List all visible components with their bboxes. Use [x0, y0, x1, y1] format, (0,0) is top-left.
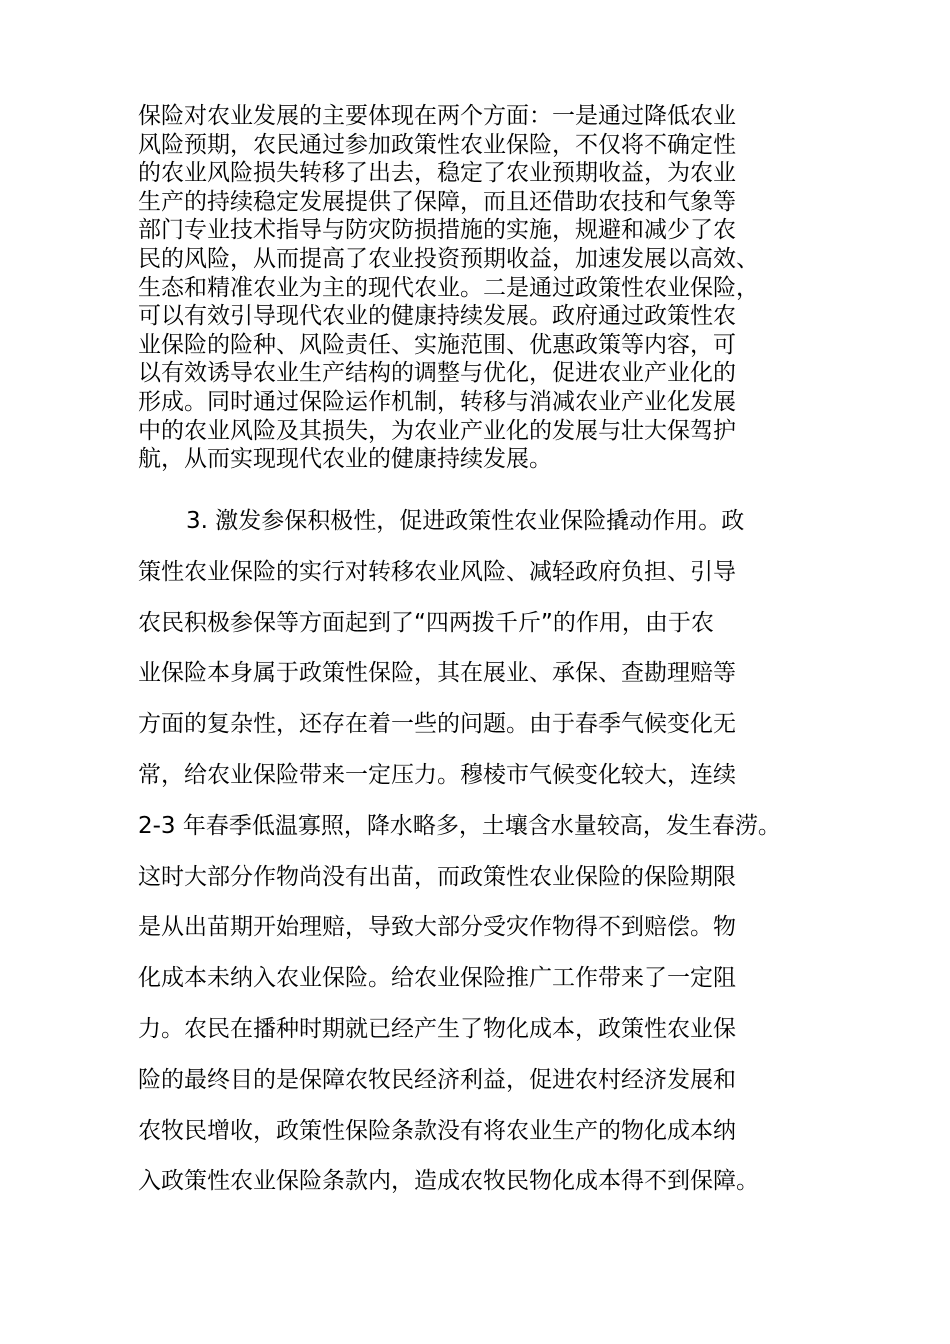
- paragraph-line: 农牧民增收，政策性保险条款没有将农业生产的物化成本纳: [138, 1117, 736, 1144]
- paragraph-line: 化成本未纳入农业保险。给农业保险推广工作带来了一定阻: [138, 965, 736, 992]
- paragraph-line: 以有效诱导农业生产结构的调整与优化，促进农业产业化的: [138, 360, 736, 387]
- paragraph-line: 部门专业技术指导与防灾防损措施的实施，规避和减少了农: [138, 217, 736, 244]
- paragraph-line: 可以有效引导现代农业的健康持续发展。政府通过政策性农: [138, 303, 736, 330]
- paragraph-line: 业保险本身属于政策性保险，其在展业、承保、查勘理赔等: [138, 660, 736, 687]
- paragraph-line: 这时大部分作物尚没有出苗，而政策性农业保险的保险期限: [138, 863, 736, 890]
- paragraph-line: 险的最终目的是保障农牧民经济利益，促进农村经济发展和: [138, 1066, 736, 1093]
- paragraph-line: 入政策性农业保险条款内，造成农牧民物化成本得不到保障。: [138, 1168, 759, 1195]
- paragraph-line: 生产的持续稳定发展提供了保障，而且还借助农技和气象等: [138, 188, 736, 215]
- paragraph-line: 策性农业保险的实行对转移农业风险、减轻政府负担、引导: [138, 558, 736, 585]
- paragraph-line: 农民积极参保等方面起到了“四两拨千斤”的作用，由于农: [138, 609, 714, 636]
- paragraph-line: 方面的复杂性，还存在着一些的问题。由于春季气候变化无: [138, 711, 736, 738]
- paragraph-line: 保险对农业发展的主要体现在两个方面：一是通过降低农业: [138, 103, 736, 129]
- paragraph-line: 常，给农业保险带来一定压力。穆棱市气候变化较大，连续: [138, 761, 736, 788]
- paragraph-line: 业保险的险种、风险责任、实施范围、优惠政策等内容，可: [138, 331, 736, 358]
- paragraph-line: 航，从而实现现代农业的健康持续发展。: [138, 446, 552, 473]
- paragraph-line: 是从出苗期开始理赔，导致大部分受灾作物得不到赔偿。物: [138, 914, 736, 941]
- paragraph-line: 民的风险，从而提高了农业投资预期收益，加速发展以高效、: [138, 245, 759, 272]
- paragraph-section-3: [138, 496, 781, 1207]
- paragraph-line: 的农业风险损失转移了出去，稳定了农业预期收益，为农业: [138, 160, 736, 187]
- paragraph-line: 生态和精准农业为主的现代农业。二是通过政策性农业保险，: [138, 274, 759, 301]
- paragraph-line: 形成。同时通过保险运作机制，转移与消减农业产业化发展: [138, 388, 736, 415]
- paragraph-line: 2-3 年春季低温寡照，降水略多，土壤含水量较高，发生春涝。: [138, 812, 781, 839]
- paragraph-line: 力。农民在播种时期就已经产生了物化成本，政策性农业保: [138, 1015, 736, 1042]
- section-heading-line: 3. 激发参保积极性，促进政策性农业保险撬动作用。政: [186, 508, 745, 534]
- paragraph-line: 中的农业风险及其损失，为农业产业化的发展与壮大保驾护: [138, 417, 736, 444]
- paragraph-agri-insurance-benefits: [138, 102, 759, 474]
- paragraph-line: 风险预期，农民通过参加政策性农业保险，不仅将不确定性: [138, 131, 736, 158]
